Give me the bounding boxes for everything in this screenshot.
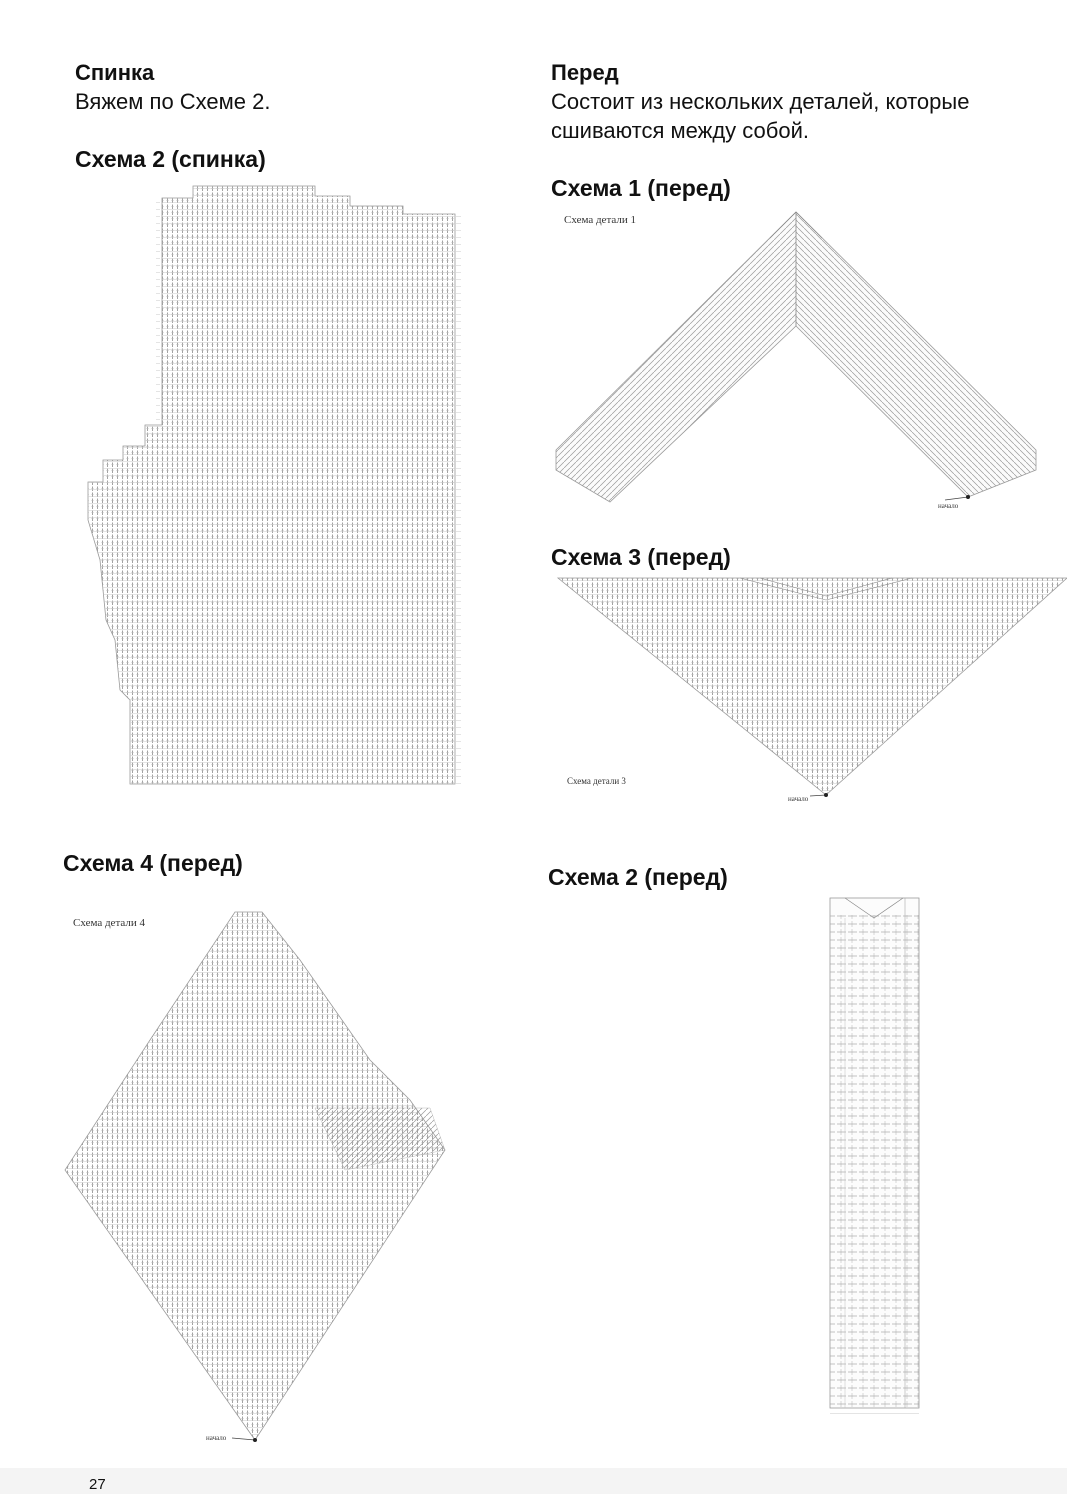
back-description: Вяжем по Схеме 2. <box>75 89 271 114</box>
front-description-line2: сшиваются между собой. <box>551 118 809 143</box>
scheme1-title: Схема 1 (перед) <box>551 175 731 201</box>
back-scheme-title: Схема 2 (спинка) <box>75 146 266 172</box>
page-number: 27 <box>89 1476 106 1493</box>
back-row-numbers-left <box>156 200 160 425</box>
scheme1-pattern-chart <box>556 212 1036 502</box>
scheme3-start-label: начало <box>788 795 809 803</box>
back-row-numbers-right <box>456 214 461 784</box>
scheme3-title: Схема 3 (перед) <box>551 544 731 570</box>
front-title: Перед <box>551 60 619 85</box>
front-description-line1: Состоит из нескольких деталей, которые <box>551 89 970 114</box>
scheme2-front-title: Схема 2 (перед) <box>548 864 728 890</box>
scheme1-start-label: начало <box>938 502 959 510</box>
scheme2-front-pattern-chart <box>830 898 919 1416</box>
scheme4-title: Схема 4 (перед) <box>63 850 243 876</box>
scheme4-pattern-chart <box>65 912 445 1442</box>
scheme1-caption: Схема детали 1 <box>564 214 636 226</box>
scheme4-caption: Схема детали 4 <box>73 917 145 929</box>
back-title: Спинка <box>75 60 155 85</box>
back-pattern-body <box>88 186 455 784</box>
scheme4-start-label: начало <box>206 1434 227 1442</box>
page-footer <box>0 1468 1067 1494</box>
scheme3-caption: Схема детали 3 <box>567 776 626 786</box>
scheme3-pattern-chart <box>558 578 1067 797</box>
